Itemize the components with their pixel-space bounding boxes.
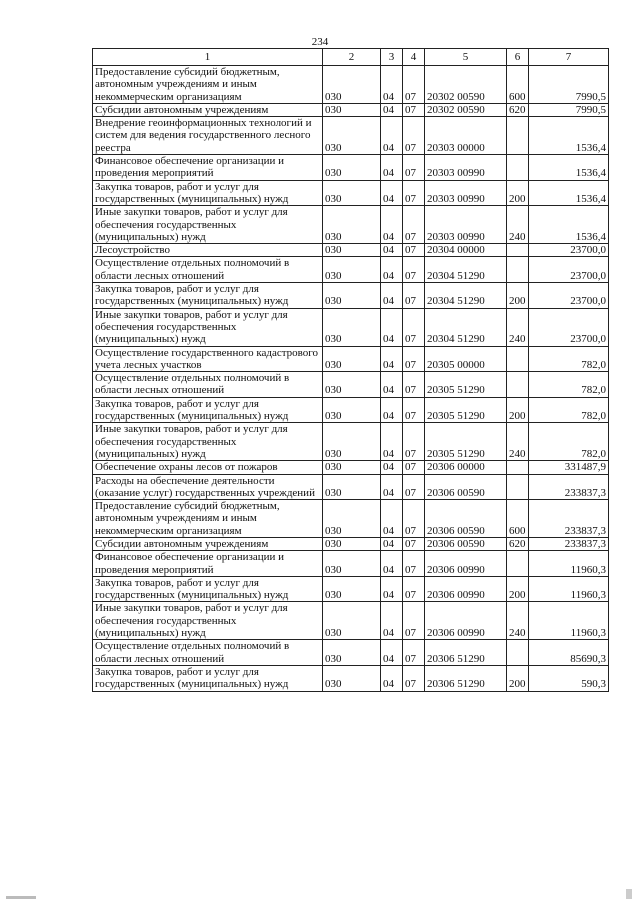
subsection-code-cell: 07: [403, 500, 425, 538]
page-number: 234: [311, 36, 329, 48]
target-item-code-cell: 20305 51290: [425, 423, 507, 461]
target-item-code-cell: 20305 00000: [425, 346, 507, 372]
expense-type-code-cell: 620: [507, 537, 529, 550]
section-code-cell: 04: [381, 423, 403, 461]
section-code-cell: 04: [381, 103, 403, 116]
row-name-cell: Закупка товаров, работ и услуг для государственных (муниципальных) нужд: [93, 665, 323, 691]
header-cell: 7: [529, 49, 609, 66]
amount-cell: 1536,4: [529, 117, 609, 155]
subsection-code-cell: 07: [403, 308, 425, 346]
subsection-code-cell: 07: [403, 461, 425, 474]
subsection-code-cell: 07: [403, 372, 425, 398]
target-item-code-cell: 20305 51290: [425, 397, 507, 423]
section-code-cell: 04: [381, 308, 403, 346]
subsection-code-cell: 07: [403, 244, 425, 257]
expense-type-code-cell: 200: [507, 180, 529, 206]
table-row: [93, 397, 609, 423]
ministry-code-cell: 030: [323, 103, 381, 116]
header-cell: 5: [425, 49, 507, 66]
section-code-cell: 04: [381, 397, 403, 423]
subsection-code-cell: 07: [403, 117, 425, 155]
amount-cell: 7990,5: [529, 66, 609, 104]
header-cell: 6: [507, 49, 529, 66]
subsection-code-cell: 07: [403, 537, 425, 550]
target-item-code-cell: 20304 51290: [425, 283, 507, 309]
budget-table: [92, 48, 609, 692]
table-row: [93, 372, 609, 398]
subsection-code-cell: 07: [403, 206, 425, 244]
scan-artifact: [6, 896, 36, 899]
target-item-code-cell: 20302 00590: [425, 66, 507, 104]
amount-cell: 233837,3: [529, 500, 609, 538]
amount-cell: 233837,3: [529, 474, 609, 500]
ministry-code-cell: 030: [323, 602, 381, 640]
target-item-code-cell: 20303 00990: [425, 155, 507, 181]
amount-cell: 23700,0: [529, 257, 609, 283]
row-name-cell: Расходы на обеспечение деятельности (оказание услуг) государственных учреждений: [93, 474, 323, 500]
target-item-code-cell: 20306 00990: [425, 576, 507, 602]
row-name-cell: Закупка товаров, работ и услуг для государственных (муниципальных) нужд: [93, 283, 323, 309]
expense-type-code-cell: 600: [507, 500, 529, 538]
subsection-code-cell: 07: [403, 551, 425, 577]
row-name-cell: Осуществление отдельных полномочий в области лесных отношений: [93, 372, 323, 398]
ministry-code-cell: 030: [323, 346, 381, 372]
amount-cell: 233837,3: [529, 537, 609, 550]
expense-type-code-cell: [507, 461, 529, 474]
expense-type-code-cell: 240: [507, 423, 529, 461]
row-name-cell: Иные закупки товаров, работ и услуг для обеспечения государственных (муниципальных) нужд: [93, 423, 323, 461]
header-cell: 4: [403, 49, 425, 66]
ministry-code-cell: 030: [323, 397, 381, 423]
row-name-cell: Закупка товаров, работ и услуг для государственных (муниципальных) нужд: [93, 576, 323, 602]
amount-cell: 1536,4: [529, 180, 609, 206]
amount-cell: 7990,5: [529, 103, 609, 116]
expense-type-code-cell: 240: [507, 206, 529, 244]
ministry-code-cell: 030: [323, 283, 381, 309]
ministry-code-cell: 030: [323, 500, 381, 538]
target-item-code-cell: 20306 00990: [425, 602, 507, 640]
table-row: [93, 551, 609, 577]
target-item-code-cell: 20306 00590: [425, 474, 507, 500]
subsection-code-cell: 07: [403, 346, 425, 372]
target-item-code-cell: 20306 00000: [425, 461, 507, 474]
ministry-code-cell: 030: [323, 551, 381, 577]
subsection-code-cell: 07: [403, 423, 425, 461]
subsection-code-cell: 07: [403, 180, 425, 206]
section-code-cell: 04: [381, 474, 403, 500]
table-row: [93, 103, 609, 116]
expense-type-code-cell: [507, 640, 529, 666]
ministry-code-cell: 030: [323, 206, 381, 244]
table-row: [93, 665, 609, 691]
subsection-code-cell: 07: [403, 155, 425, 181]
expense-type-code-cell: [507, 551, 529, 577]
section-code-cell: 04: [381, 244, 403, 257]
amount-cell: 782,0: [529, 372, 609, 398]
subsection-code-cell: 07: [403, 397, 425, 423]
section-code-cell: 04: [381, 576, 403, 602]
section-code-cell: 04: [381, 117, 403, 155]
expense-type-code-cell: [507, 155, 529, 181]
subsection-code-cell: 07: [403, 103, 425, 116]
expense-type-code-cell: [507, 117, 529, 155]
target-item-code-cell: 20306 00590: [425, 537, 507, 550]
subsection-code-cell: 07: [403, 283, 425, 309]
row-name-cell: Предоставление субсидий бюджетным, автономным учреждениям и иным некоммерческим организациям: [93, 500, 323, 538]
ministry-code-cell: 030: [323, 640, 381, 666]
section-code-cell: 04: [381, 500, 403, 538]
row-name-cell: Осуществление отдельных полномочий в области лесных отношений: [93, 640, 323, 666]
expense-type-code-cell: [507, 372, 529, 398]
row-name-cell: Иные закупки товаров, работ и услуг для обеспечения государственных (муниципальных) нужд: [93, 602, 323, 640]
section-code-cell: 04: [381, 66, 403, 104]
target-item-code-cell: 20303 00990: [425, 180, 507, 206]
section-code-cell: 04: [381, 372, 403, 398]
expense-type-code-cell: 600: [507, 66, 529, 104]
target-item-code-cell: 20304 51290: [425, 257, 507, 283]
amount-cell: 23700,0: [529, 244, 609, 257]
target-item-code-cell: 20306 00590: [425, 500, 507, 538]
section-code-cell: 04: [381, 461, 403, 474]
subsection-code-cell: 07: [403, 640, 425, 666]
section-code-cell: 04: [381, 551, 403, 577]
amount-cell: 1536,4: [529, 206, 609, 244]
section-code-cell: 04: [381, 155, 403, 181]
section-code-cell: 04: [381, 206, 403, 244]
expense-type-code-cell: 620: [507, 103, 529, 116]
subsection-code-cell: 07: [403, 257, 425, 283]
header-row: [93, 49, 609, 66]
amount-cell: 590,3: [529, 665, 609, 691]
ministry-code-cell: 030: [323, 66, 381, 104]
table-row: [93, 640, 609, 666]
header-cell: 3: [381, 49, 403, 66]
row-name-cell: Осуществление государственного кадастрового учета лесных участков: [93, 346, 323, 372]
target-item-code-cell: 20304 00000: [425, 244, 507, 257]
row-name-cell: Иные закупки товаров, работ и услуг для обеспечения государственных (муниципальных) нужд: [93, 308, 323, 346]
table-row: [93, 180, 609, 206]
ministry-code-cell: 030: [323, 372, 381, 398]
target-item-code-cell: 20305 51290: [425, 372, 507, 398]
ministry-code-cell: 030: [323, 308, 381, 346]
section-code-cell: 04: [381, 257, 403, 283]
table-row: [93, 423, 609, 461]
table-row: [93, 155, 609, 181]
subsection-code-cell: 07: [403, 576, 425, 602]
row-name-cell: Осуществление отдельных полномочий в области лесных отношений: [93, 257, 323, 283]
row-name-cell: Финансовое обеспечение организации и проведения мероприятий: [93, 551, 323, 577]
expense-type-code-cell: 200: [507, 665, 529, 691]
amount-cell: 11960,3: [529, 551, 609, 577]
section-code-cell: 04: [381, 180, 403, 206]
amount-cell: 85690,3: [529, 640, 609, 666]
row-name-cell: Субсидии автономным учреждениям: [93, 103, 323, 116]
table-row: [93, 244, 609, 257]
ministry-code-cell: 030: [323, 576, 381, 602]
subsection-code-cell: 07: [403, 66, 425, 104]
table-row: [93, 474, 609, 500]
row-name-cell: Иные закупки товаров, работ и услуг для обеспечения государственных (муниципальных) нужд: [93, 206, 323, 244]
section-code-cell: 04: [381, 665, 403, 691]
amount-cell: 11960,3: [529, 602, 609, 640]
expense-type-code-cell: [507, 346, 529, 372]
expense-type-code-cell: 200: [507, 397, 529, 423]
ministry-code-cell: 030: [323, 537, 381, 550]
expense-type-code-cell: 200: [507, 576, 529, 602]
amount-cell: 331487,9: [529, 461, 609, 474]
target-item-code-cell: 20306 00990: [425, 551, 507, 577]
row-name-cell: Закупка товаров, работ и услуг для государственных (муниципальных) нужд: [93, 397, 323, 423]
row-name-cell: Субсидии автономным учреждениям: [93, 537, 323, 550]
target-item-code-cell: 20304 51290: [425, 308, 507, 346]
header-cell: 2: [323, 49, 381, 66]
ministry-code-cell: 030: [323, 461, 381, 474]
amount-cell: 782,0: [529, 423, 609, 461]
row-name-cell: Предоставление субсидий бюджетным, автономным учреждениям и иным некоммерческим организациям: [93, 66, 323, 104]
section-code-cell: 04: [381, 602, 403, 640]
table-row: [93, 66, 609, 104]
section-code-cell: 04: [381, 537, 403, 550]
row-name-cell: Финансовое обеспечение организации и проведения мероприятий: [93, 155, 323, 181]
subsection-code-cell: 07: [403, 665, 425, 691]
expense-type-code-cell: [507, 257, 529, 283]
table-row: [93, 500, 609, 538]
expense-type-code-cell: 200: [507, 283, 529, 309]
amount-cell: 782,0: [529, 346, 609, 372]
table-row: [93, 117, 609, 155]
section-code-cell: 04: [381, 346, 403, 372]
ministry-code-cell: 030: [323, 257, 381, 283]
ministry-code-cell: 030: [323, 180, 381, 206]
table-row: [93, 283, 609, 309]
ministry-code-cell: 030: [323, 665, 381, 691]
ministry-code-cell: 030: [323, 423, 381, 461]
table-row: [93, 257, 609, 283]
expense-type-code-cell: [507, 474, 529, 500]
target-item-code-cell: 20306 51290: [425, 640, 507, 666]
row-name-cell: Внедрение геоинформационных технологий и систем для ведения государственного лесного реестра: [93, 117, 323, 155]
ministry-code-cell: 030: [323, 244, 381, 257]
expense-type-code-cell: 240: [507, 602, 529, 640]
ministry-code-cell: 030: [323, 155, 381, 181]
table-row: [93, 461, 609, 474]
section-code-cell: 04: [381, 640, 403, 666]
table-row: [93, 206, 609, 244]
table-row: [93, 537, 609, 550]
expense-type-code-cell: [507, 244, 529, 257]
subsection-code-cell: 07: [403, 474, 425, 500]
amount-cell: 23700,0: [529, 308, 609, 346]
subsection-code-cell: 07: [403, 602, 425, 640]
row-name-cell: Лесоустройство: [93, 244, 323, 257]
target-item-code-cell: 20302 00590: [425, 103, 507, 116]
expense-type-code-cell: 240: [507, 308, 529, 346]
amount-cell: 1536,4: [529, 155, 609, 181]
table-row: [93, 602, 609, 640]
target-item-code-cell: 20303 00000: [425, 117, 507, 155]
amount-cell: 11960,3: [529, 576, 609, 602]
amount-cell: 782,0: [529, 397, 609, 423]
table-row: [93, 346, 609, 372]
amount-cell: 23700,0: [529, 283, 609, 309]
table-row: [93, 576, 609, 602]
ministry-code-cell: 030: [323, 474, 381, 500]
table-row: [93, 308, 609, 346]
ministry-code-cell: 030: [323, 117, 381, 155]
target-item-code-cell: 20303 00990: [425, 206, 507, 244]
section-code-cell: 04: [381, 283, 403, 309]
row-name-cell: Закупка товаров, работ и услуг для государственных (муниципальных) нужд: [93, 180, 323, 206]
header-cell: 1: [93, 49, 323, 66]
row-name-cell: Обеспечение охраны лесов от пожаров: [93, 461, 323, 474]
scan-artifact: [626, 889, 632, 899]
target-item-code-cell: 20306 51290: [425, 665, 507, 691]
